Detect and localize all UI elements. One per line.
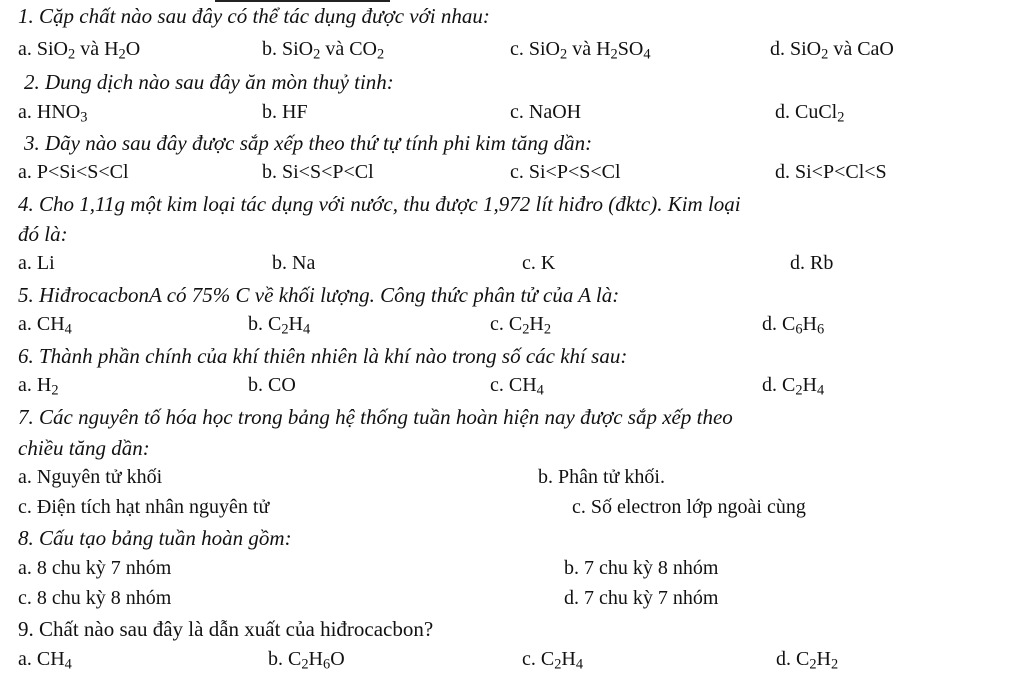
q8-option-d[interactable]: d. 7 chu kỳ 7 nhóm [564, 587, 719, 609]
q9-option-b[interactable]: b. $C_2H_6O$ [268, 648, 345, 673]
question-9: 9. Chất nào sau đây là dẫn xuất của hiđrocacbon? [18, 617, 434, 641]
q3-option-b[interactable]: b. Si<S<P<Cl [262, 161, 374, 183]
q7-option-d[interactable]: c. Số electron lớp ngoài cùng [572, 496, 806, 518]
question-2-options [0, 101, 1024, 131]
question-6: 6. Thành phần chính của khí thiên nhiên là khí nào trong số các khí sau: [18, 344, 628, 368]
q6-option-a[interactable]: a. $H_2$ [18, 374, 59, 399]
question-4-options [0, 252, 1024, 282]
question-8-options-1 [0, 557, 1024, 587]
q6-option-c[interactable]: c. $CH_4$ [490, 374, 544, 399]
question-3: 3. Dãy nào sau đây được sắp xếp theo thứ tự tính phi kim tăng dần: [24, 131, 593, 155]
question-4-cont: đó là: [18, 222, 68, 246]
q3-option-a[interactable]: a. P<Si<S<Cl [18, 161, 129, 183]
q5-option-a[interactable]: a. $CH_4$ [18, 313, 72, 338]
question-7-options-1 [0, 466, 1024, 496]
question-1: 1. Cặp chất nào sau đây có thể tác dụng được với nhau: [18, 4, 490, 28]
q5-option-c[interactable]: c. $C_2H_2$ [490, 313, 552, 338]
question-5-options [0, 313, 1024, 343]
question-8-options-2 [0, 587, 1024, 617]
q4-option-a[interactable]: a. Li [18, 252, 55, 274]
q8-option-a[interactable]: a. 8 chu kỳ 7 nhóm [18, 557, 172, 579]
q7-option-a[interactable]: a. Nguyên tử khối [18, 466, 163, 488]
q1-option-d[interactable]: d. SiO$_2$ và CaO [770, 38, 894, 63]
question-1-options [0, 38, 1024, 68]
q4-option-d[interactable]: d. Rb [790, 252, 834, 274]
question-7-cont: chiều tăng dần: [18, 436, 150, 460]
q6-option-d[interactable]: d. $C_2H_4$ [762, 374, 825, 399]
q1-option-b[interactable]: b. SiO$_2$ và $CO_2$ [262, 38, 385, 63]
q1-option-a[interactable]: a. SiO$_2$ và $H_2O$ [18, 38, 141, 63]
q3-option-d[interactable]: d. Si<P<Cl<S [775, 161, 887, 183]
q2-option-c[interactable]: c. NaOH [510, 101, 582, 123]
q3-option-c[interactable]: c. Si<P<S<Cl [510, 161, 621, 183]
question-2: 2. Dung dịch nào sau đây ăn mòn thuỷ tinh: [24, 70, 394, 94]
q2-option-b[interactable]: b. HF [262, 101, 308, 123]
q7-option-c[interactable]: c. Điện tích hạt nhân nguyên tử [18, 496, 270, 518]
q2-option-d[interactable]: d. CuCl$_2$ [775, 101, 845, 126]
question-6-options [0, 374, 1024, 404]
q1-option-c[interactable]: c. SiO$_2$ và $H_2SO_4$ [510, 38, 651, 63]
question-7-options-2 [0, 496, 1024, 526]
q5-option-d[interactable]: d. $C_6H_6$ [762, 313, 825, 338]
question-5: 5. HiđrocacbonA có 75% C về khối lượng. Công thức phân tử của A là: [18, 283, 620, 307]
question-7: 7. Các nguyên tố hóa học trong bảng hệ thống tuần hoàn hiện nay được sắp xếp theo [18, 405, 733, 429]
q9-option-a[interactable]: a. $CH_4$ [18, 648, 72, 673]
q9-option-d[interactable]: d. $C_2H_2$ [776, 648, 839, 673]
q8-option-c[interactable]: c. 8 chu kỳ 8 nhóm [18, 587, 172, 609]
q4-option-c[interactable]: c. K [522, 252, 556, 274]
q8-option-b[interactable]: b. 7 chu kỳ 8 nhóm [564, 557, 719, 579]
q6-option-b[interactable]: b. CO [248, 374, 296, 396]
question-8: 8. Cấu tạo bảng tuần hoàn gồm: [18, 526, 292, 550]
question-4: 4. Cho 1,11g một kim loại tác dụng với nước, thu được 1,972 lít hiđro (đktc). Kim loại [18, 192, 741, 216]
top-rule [215, 0, 390, 2]
q2-option-a[interactable]: a. $HNO_3$ [18, 101, 88, 126]
q9-option-c[interactable]: c. $C_2H_4$ [522, 648, 584, 673]
question-9-options [0, 648, 1024, 678]
q5-option-b[interactable]: b. $C_2H_4$ [248, 313, 311, 338]
q7-option-b[interactable]: b. Phân tử khối. [538, 466, 665, 488]
question-3-options [0, 161, 1024, 191]
q4-option-b[interactable]: b. Na [272, 252, 316, 274]
